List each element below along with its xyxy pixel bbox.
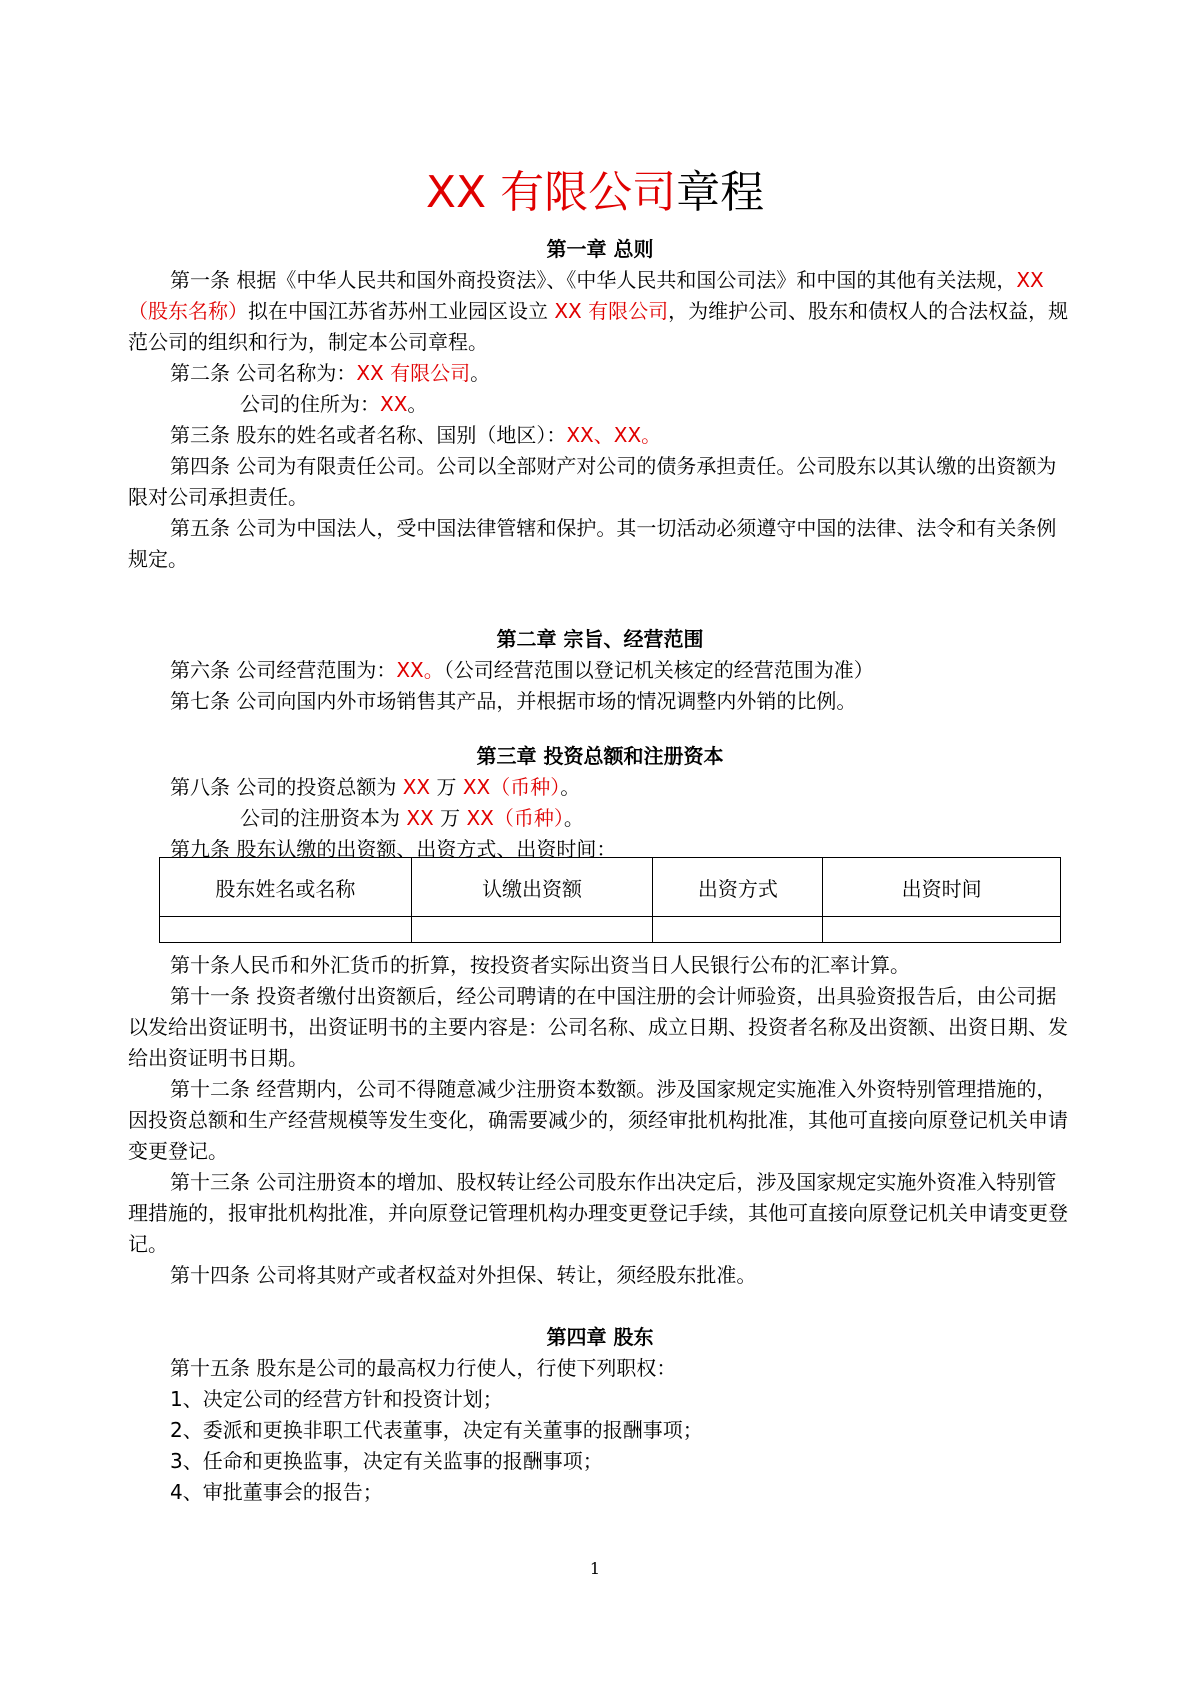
article-14: 第十四条 公司将其财产或者权益对外担保、转让，须经股东批准。 bbox=[170, 1263, 757, 1287]
table-row bbox=[160, 917, 1061, 943]
article-8: 第八条 公司的投资总额为 XX 万 XX（币种）。 bbox=[170, 775, 581, 799]
table-header-cell: 股东姓名或名称 bbox=[160, 858, 412, 917]
chapter-heading: 第三章 投资总额和注册资本 bbox=[476, 744, 724, 768]
article-12: 第十二条 经营期内，公司不得随意减少注册资本数额。涉及国家规定实施准入外资特别管理措施的，因投资总额和生产经营规模等发生变化，确需要减少的，须经审批机构批准，其他可直接向原登记机关申请变更登记。 bbox=[128, 1077, 1068, 1163]
page-number: 1 bbox=[589, 1559, 601, 1578]
list-item: 4、审批董事会的报告； bbox=[170, 1480, 383, 1504]
investment-table bbox=[159, 857, 1061, 943]
chapter-heading: 第二章 宗旨、经营范围 bbox=[496, 627, 704, 651]
chapter-4 bbox=[128, 1322, 1072, 1508]
list-item: 2、委派和更换非职工代表董事，决定有关董事的报酬事项； bbox=[170, 1418, 703, 1442]
table-header-row bbox=[160, 858, 1061, 917]
article-6: 第六条 公司经营范围为：XX。（公司经营范围以登记机关核定的经营范围为准） bbox=[170, 658, 874, 682]
table-cell bbox=[160, 917, 412, 943]
chapter-3-head bbox=[128, 741, 1072, 865]
article-13: 第十三条 公司注册资本的增加、股权转让经公司股东作出决定后，涉及国家规定实施外资准入特别管理措施的，报审批机构批准，并向原登记管理机构办理变更登记手续，其他可直接向原登记机关申请变更登记。 bbox=[128, 1170, 1068, 1256]
chapter-1 bbox=[128, 234, 1072, 575]
article-3: 第三条 股东的姓名或者名称、国别（地区）：XX、XX。 bbox=[170, 423, 662, 447]
article-15: 第十五条 股东是公司的最高权力行使人，行使下列职权： bbox=[170, 1356, 677, 1380]
document-title: XX 有限公司章程 bbox=[425, 167, 765, 218]
list-item: 3、任命和更换监事，决定有关监事的报酬事项； bbox=[170, 1449, 603, 1473]
article-2: 第二条 公司名称为：XX 有限公司。 bbox=[170, 361, 491, 385]
list-item: 1、决定公司的经营方针和投资计划； bbox=[170, 1387, 503, 1411]
article-1: 第一条 根据《中华人民共和国外商投资法》、《中华人民共和国公司法》和中国的其他有关法规，XX（股东名称）拟在中国江苏省苏州工业园区设立 XX 有限公司，为维护公司、股东和债权人的合法权益，规范公司的组织和行为，制定本公司章程。 bbox=[128, 268, 1069, 354]
article-5: 第五条 公司为中国法人，受中国法律管辖和保护。其一切活动必须遵守中国的法律、法令和有关条例规定。 bbox=[128, 516, 1057, 571]
table-header-cell: 出资方式 bbox=[653, 858, 823, 917]
article-9: 第九条 股东认缴的出资额、出资方式、出资时间： bbox=[170, 837, 617, 861]
article-11: 第十一条 投资者缴付出资额后，经公司聘请的在中国注册的会计师验资，出具验资报告后，由公司据以发给出资证明书，出资证明书的主要内容是：公司名称、成立日期、投资者名称及出资额、出资日期、发给出资证明书日期。 bbox=[128, 984, 1068, 1070]
chapter-2 bbox=[128, 624, 1072, 717]
table-header-cell: 认缴出资额 bbox=[411, 858, 653, 917]
article-2-address: 公司的住所为：XX。 bbox=[240, 392, 428, 416]
article-10: 第十条人民币和外汇货币的折算，按投资者实际出资当日人民银行公布的汇率计算。 bbox=[170, 953, 910, 977]
article-7: 第七条 公司向国内外市场销售其产品，并根据市场的情况调整内外销的比例。 bbox=[170, 689, 857, 713]
table-cell bbox=[653, 917, 823, 943]
chapter-heading: 第四章 股东 bbox=[546, 1325, 654, 1349]
chapter-3-body bbox=[128, 950, 1072, 1291]
table-cell bbox=[411, 917, 653, 943]
chapter-heading: 第一章 总则 bbox=[546, 237, 654, 261]
article-4: 第四条 公司为有限责任公司。公司以全部财产对公司的债务承担责任。公司股东以其认缴的出资额为限对公司承担责任。 bbox=[128, 454, 1057, 509]
table-cell bbox=[823, 917, 1061, 943]
article-8-registered: 公司的注册资本为 XX 万 XX（币种）。 bbox=[240, 806, 584, 830]
table-header-cell: 出资时间 bbox=[823, 858, 1061, 917]
